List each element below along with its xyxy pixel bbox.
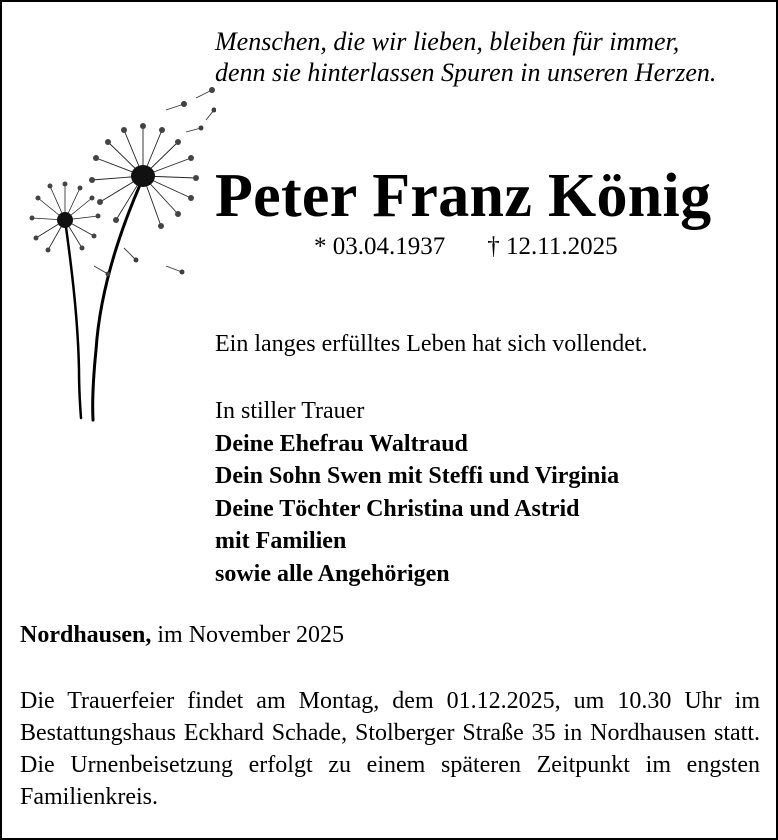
mourner-line: Deine Töchter Christina und Astrid (215, 495, 580, 522)
death-date: † 12.11.2025 (487, 233, 618, 260)
mourner-line: sowie alle Angehörigen (215, 560, 450, 587)
mourner-line: Dein Sohn Swen mit Steffi und Virginia (215, 463, 620, 489)
funeral-notice: Die Trauerfeier findet am Montag, dem 01.12.2025, um 10.30 Uhr im Bestattungshaus Eckhard Schade, Stolberger Straße 35 in Nordhausen statt. Die Urnenbeisetzung erfolgt zu einem späteren Zeitpunkt im engsten Familienkreis. (20, 688, 760, 810)
life-dates (314, 232, 618, 262)
birth-date: * 03.04.1937 (314, 233, 446, 260)
place-city: Nordhausen, (20, 622, 152, 648)
deceased-name: Peter Franz König (215, 162, 712, 230)
mourner-line: mit Familien (215, 528, 347, 554)
mourner-line: Deine Ehefrau Waltraud (215, 430, 468, 457)
tagline: Ein langes erfülltes Leben hat sich vollendet. (215, 331, 648, 357)
mourners-intro: In stiller Trauer (215, 398, 365, 424)
place-and-date (20, 620, 344, 650)
dandelion-icon (16, 80, 216, 425)
quote-line-2: denn sie hinterlassen Spuren in unseren Herzen. (215, 58, 717, 87)
mourners-block (215, 395, 619, 590)
quote-line-1: Menschen, die wir lieben, bleiben für immer, (215, 27, 680, 56)
place-date: im November 2025 (151, 622, 345, 648)
memorial-quote (215, 26, 760, 88)
